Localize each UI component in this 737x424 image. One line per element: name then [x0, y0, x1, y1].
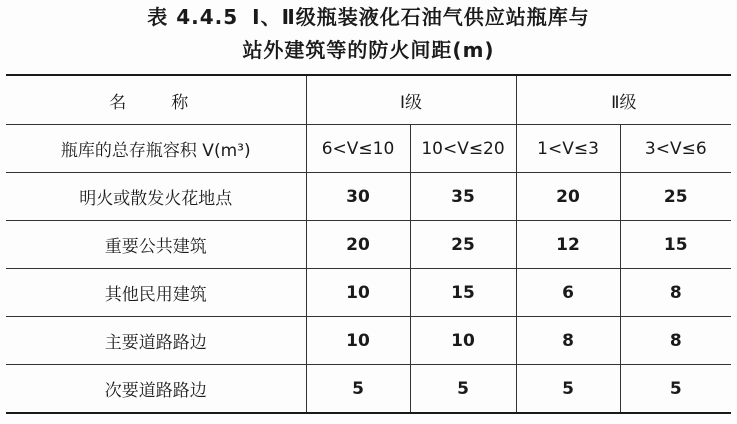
value-cell: 8 — [516, 317, 620, 365]
header-row-groups — [6, 75, 731, 125]
table-title-line-1 — [0, 4, 737, 30]
row-name-cell: 次要道路路边 — [6, 365, 306, 414]
table-row — [6, 221, 731, 269]
volume-label-cell: 瓶库的总存瓶容积 V(m³) — [6, 125, 306, 173]
row-name-cell: 主要道路路边 — [6, 317, 306, 365]
header-group-1: Ⅰ级 — [306, 75, 516, 125]
table-row — [6, 317, 731, 365]
value-cell: 10 — [306, 317, 410, 365]
value-cell: 15 — [410, 269, 516, 317]
value-cell: 12 — [516, 221, 620, 269]
value-cell: 25 — [410, 221, 516, 269]
table-row — [6, 365, 731, 414]
value-cell: 20 — [516, 173, 620, 221]
volume-range-cell: 10<V≤20 — [410, 125, 516, 173]
value-cell: 35 — [410, 173, 516, 221]
value-cell: 20 — [306, 221, 410, 269]
value-cell: 30 — [306, 173, 410, 221]
table-title-text-1: Ⅰ、Ⅱ级瓶装液化石油气供应站瓶库与 — [252, 5, 590, 29]
header-name-cell: 名 称 — [6, 75, 306, 125]
value-cell: 5 — [410, 365, 516, 414]
table-title-line-2: 站外建筑等的防火间距(m) — [242, 38, 495, 62]
row-name-cell: 重要公共建筑 — [6, 221, 306, 269]
volume-range-cell: 1<V≤3 — [516, 125, 620, 173]
table-number: 表 4.4.5 — [147, 5, 239, 29]
volume-range-cell: 3<V≤6 — [620, 125, 731, 173]
value-cell: 10 — [306, 269, 410, 317]
header-row-volume — [6, 125, 731, 173]
value-cell: 8 — [620, 269, 731, 317]
value-cell: 15 — [620, 221, 731, 269]
volume-range-cell: 6<V≤10 — [306, 125, 410, 173]
value-cell: 25 — [620, 173, 731, 221]
value-cell: 8 — [620, 317, 731, 365]
row-name-cell: 其他民用建筑 — [6, 269, 306, 317]
value-cell: 6 — [516, 269, 620, 317]
value-cell: 5 — [516, 365, 620, 414]
table-row — [6, 269, 731, 317]
table-row — [6, 173, 731, 221]
header-group-2: Ⅱ级 — [516, 75, 731, 125]
fire-distance-table — [6, 74, 731, 414]
value-cell: 5 — [306, 365, 410, 414]
value-cell: 10 — [410, 317, 516, 365]
value-cell: 5 — [620, 365, 731, 414]
row-name-cell: 明火或散发火花地点 — [6, 173, 306, 221]
